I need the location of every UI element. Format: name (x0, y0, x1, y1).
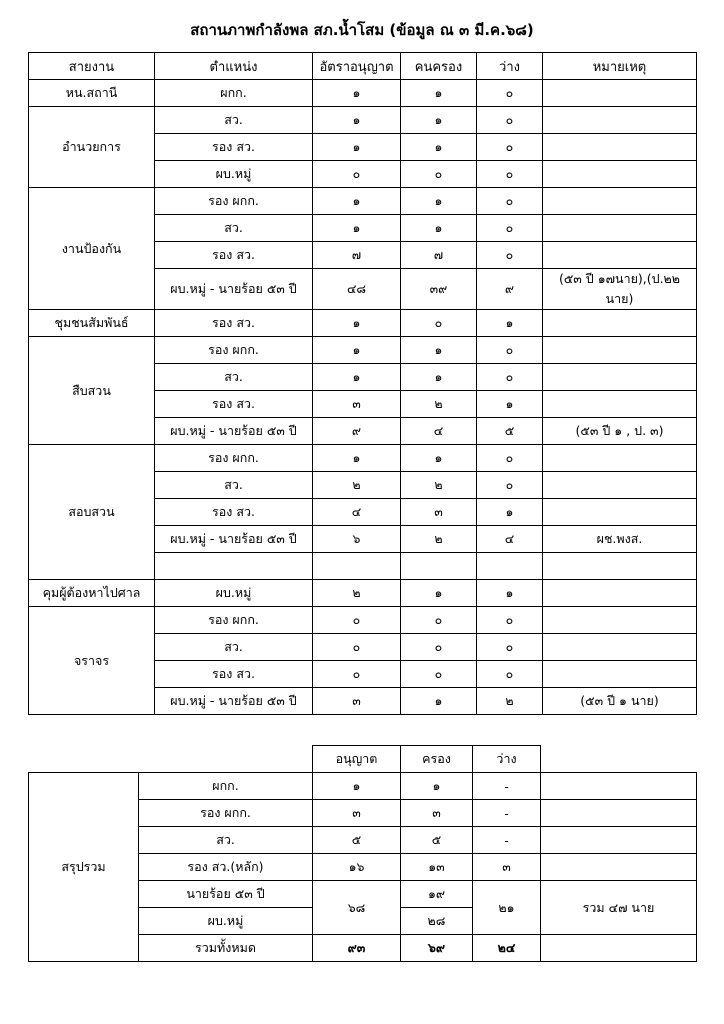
position-cell: สว. (155, 634, 313, 661)
header-authorized: อัตราอนุญาต (313, 53, 401, 80)
summary-vacant-cell: - (473, 800, 541, 827)
summary-unit-cell: สรุปรวม (29, 773, 139, 962)
vacant-cell: ๐ (477, 80, 543, 107)
authorized-cell: ๑ (313, 134, 401, 161)
unit-cell: หน.สถานี (29, 80, 155, 107)
unit-cell: จราจร (29, 607, 155, 715)
vacant-cell: ๕ (477, 418, 543, 445)
position-cell: รอง สว. (155, 310, 313, 337)
note-cell: (๕๓ ปี ๑ , ป. ๓) (543, 418, 697, 445)
note-cell (543, 445, 697, 472)
position-cell: ผบ.หมู่ - นายร้อย ๕๓ ปี (155, 418, 313, 445)
note-cell (543, 107, 697, 134)
position-cell: รอง สว. (155, 661, 313, 688)
authorized-cell: ๑ (313, 188, 401, 215)
note-cell (543, 188, 697, 215)
note-cell (543, 553, 697, 580)
summary-authorized-cell: ๓ (313, 800, 401, 827)
summary-row (29, 773, 697, 800)
table-row (29, 607, 697, 634)
vacant-cell: ๐ (477, 134, 543, 161)
authorized-cell: ๐ (313, 661, 401, 688)
summary-vacant-merged-cell: ๒๑ (473, 881, 541, 935)
summary-position-cell: รอง สว.(หลัก) (139, 854, 313, 881)
summary-vacant-cell: ๓ (473, 854, 541, 881)
summary-total-vacant: ๒๔ (473, 935, 541, 962)
unit-cell: ชุมชนสัมพันธ์ (29, 310, 155, 337)
vacant-cell: ๐ (477, 607, 543, 634)
filled-cell: ๐ (401, 161, 477, 188)
vacant-cell: ๐ (477, 242, 543, 269)
position-cell: ผบ.หมู่ - นายร้อย ๕๓ ปี (155, 526, 313, 553)
summary-vacant-cell: - (473, 827, 541, 854)
vacant-cell: ๑ (477, 580, 543, 607)
filled-cell: ๐ (401, 607, 477, 634)
filled-cell: ๑ (401, 364, 477, 391)
filled-cell: ๒ (401, 391, 477, 418)
filled-cell: ๑ (401, 80, 477, 107)
authorized-cell: ๑ (313, 107, 401, 134)
vacant-cell: ๐ (477, 661, 543, 688)
note-cell (543, 472, 697, 499)
filled-cell: ๑ (401, 445, 477, 472)
note-cell (543, 134, 697, 161)
unit-cell: สอบสวน (29, 445, 155, 580)
header-filled: คนครอง (401, 53, 477, 80)
table-row (29, 310, 697, 337)
table-row (29, 188, 697, 215)
authorized-cell: ๑ (313, 310, 401, 337)
summary-empty-cell-1 (29, 746, 139, 773)
summary-total-authorized: ๙๓ (313, 935, 401, 962)
filled-cell: ๑ (401, 134, 477, 161)
authorized-cell (313, 553, 401, 580)
position-cell: ผบ.หมู่ - นายร้อย ๕๓ ปี (155, 688, 313, 715)
vacant-cell: ๐ (477, 472, 543, 499)
table-row (29, 107, 697, 134)
authorized-cell: ๑ (313, 445, 401, 472)
summary-table (28, 745, 697, 962)
position-cell: รอง ผกก. (155, 188, 313, 215)
filled-cell: ๓ (401, 499, 477, 526)
summary-vacant-cell: - (473, 773, 541, 800)
header-position: ตำแหน่ง (155, 53, 313, 80)
vacant-cell: ๐ (477, 634, 543, 661)
summary-header-vacant: ว่าง (473, 746, 541, 773)
note-cell (543, 310, 697, 337)
summary-filled-cell: ๑๙ (401, 881, 473, 908)
summary-position-cell: สว. (139, 827, 313, 854)
header-unit: สายงาน (29, 53, 155, 80)
vacant-cell: ๐ (477, 215, 543, 242)
filled-cell: ๓๙ (401, 269, 477, 310)
note-cell (543, 499, 697, 526)
summary-total-filled: ๖๙ (401, 935, 473, 962)
filled-cell: ๐ (401, 310, 477, 337)
summary-filled-cell: ๓ (401, 800, 473, 827)
authorized-cell: ๔๘ (313, 269, 401, 310)
summary-authorized-cell: ๑๖ (313, 854, 401, 881)
position-cell: สว. (155, 472, 313, 499)
vacant-cell: ๙ (477, 269, 543, 310)
position-cell: ผกก. (155, 80, 313, 107)
vacant-cell: ๑ (477, 499, 543, 526)
authorized-cell: ๑ (313, 215, 401, 242)
position-cell: รอง สว. (155, 499, 313, 526)
filled-cell: ๗ (401, 242, 477, 269)
filled-cell: ๐ (401, 661, 477, 688)
filled-cell: ๑ (401, 107, 477, 134)
authorized-cell: ๔ (313, 499, 401, 526)
authorized-cell: ๖ (313, 526, 401, 553)
filled-cell: ๒ (401, 526, 477, 553)
summary-filled-cell: ๑ (401, 773, 473, 800)
position-cell: รอง ผกก. (155, 607, 313, 634)
vacant-cell: ๐ (477, 161, 543, 188)
authorized-cell: ๐ (313, 607, 401, 634)
note-cell (543, 607, 697, 634)
filled-cell: ๑ (401, 580, 477, 607)
position-cell: ผบ.หมู่ (155, 580, 313, 607)
manpower-table (28, 52, 697, 715)
position-cell: ผบ.หมู่ (155, 161, 313, 188)
vacant-cell: ๐ (477, 445, 543, 472)
summary-authorized-cell: ๕ (313, 827, 401, 854)
summary-filled-cell: ๕ (401, 827, 473, 854)
vacant-cell: ๔ (477, 526, 543, 553)
authorized-cell: ๒ (313, 472, 401, 499)
filled-cell: ๐ (401, 634, 477, 661)
vacant-cell: ๐ (477, 364, 543, 391)
summary-header-filled: ครอง (401, 746, 473, 773)
note-cell (543, 364, 697, 391)
table-row (29, 337, 697, 364)
authorized-cell: ๙ (313, 418, 401, 445)
position-cell: รอง ผกก. (155, 337, 313, 364)
position-cell: สว. (155, 215, 313, 242)
summary-empty-cell-3 (541, 746, 697, 773)
summary-position-cell: ผกก. (139, 773, 313, 800)
summary-empty-cell-2 (139, 746, 313, 773)
filled-cell: ๑ (401, 188, 477, 215)
position-cell: รอง สว. (155, 134, 313, 161)
position-cell: สว. (155, 364, 313, 391)
position-cell: รอง สว. (155, 391, 313, 418)
table-spacer (28, 715, 696, 745)
unit-cell: คุมผู้ต้องหาไปศาล (29, 580, 155, 607)
summary-total-label: รวมทั้งหมด (139, 935, 313, 962)
filled-cell: ๑ (401, 337, 477, 364)
note-cell (543, 161, 697, 188)
position-cell: สว. (155, 107, 313, 134)
authorized-cell: ๒ (313, 580, 401, 607)
summary-note-cell (541, 800, 697, 827)
position-cell: รอง ผกก. (155, 445, 313, 472)
filled-cell: ๑ (401, 215, 477, 242)
header-note: หมายเหตุ (543, 53, 697, 80)
vacant-cell: ๒ (477, 688, 543, 715)
note-cell (543, 661, 697, 688)
summary-header-row (29, 746, 697, 773)
authorized-cell: ๑ (313, 364, 401, 391)
vacant-cell: ๑ (477, 391, 543, 418)
vacant-cell: ๐ (477, 107, 543, 134)
note-cell (543, 215, 697, 242)
authorized-cell: ๑ (313, 337, 401, 364)
vacant-cell (477, 553, 543, 580)
summary-note-merged-cell: รวม ๔๗ นาย (541, 881, 697, 935)
summary-authorized-cell: ๑ (313, 773, 401, 800)
note-cell (543, 391, 697, 418)
unit-cell: อำนวยการ (29, 107, 155, 188)
summary-position-cell: นายร้อย ๕๓ ปี (139, 881, 313, 908)
authorized-cell: ๑ (313, 80, 401, 107)
summary-note-cell (541, 827, 697, 854)
authorized-cell: ๓ (313, 688, 401, 715)
vacant-cell: ๐ (477, 337, 543, 364)
unit-cell: สืบสวน (29, 337, 155, 445)
filled-cell (401, 553, 477, 580)
note-cell (543, 634, 697, 661)
summary-filled-cell: ๑๓ (401, 854, 473, 881)
authorized-cell: ๓ (313, 391, 401, 418)
note-cell (543, 337, 697, 364)
filled-cell: ๑ (401, 688, 477, 715)
summary-filled-cell: ๒๘ (401, 908, 473, 935)
position-cell (155, 553, 313, 580)
summary-header-authorized: อนุญาต (313, 746, 401, 773)
note-cell (543, 580, 697, 607)
table-header-row (29, 53, 697, 80)
authorized-cell: ๐ (313, 634, 401, 661)
vacant-cell: ๐ (477, 188, 543, 215)
unit-cell: งานป้องกัน (29, 188, 155, 310)
table-row (29, 580, 697, 607)
summary-note-cell (541, 773, 697, 800)
page-title: สถานภาพกำลังพล สภ.น้ำโสม (ข้อมูล ณ ๓ มี.ค.๖๘) (190, 21, 534, 39)
summary-authorized-merged-cell: ๖๘ (313, 881, 401, 935)
filled-cell: ๔ (401, 418, 477, 445)
table-row (29, 445, 697, 472)
note-cell (543, 80, 697, 107)
note-cell (543, 242, 697, 269)
authorized-cell: ๐ (313, 161, 401, 188)
summary-note-cell (541, 854, 697, 881)
header-vacant: ว่าง (477, 53, 543, 80)
note-cell: (๕๓ ปี ๑ นาย) (543, 688, 697, 715)
note-cell: (๕๓ ปี ๑๗นาย),(ป.๒๒ นาย) (543, 269, 697, 310)
summary-total-note (541, 935, 697, 962)
position-cell: รอง สว. (155, 242, 313, 269)
filled-cell: ๒ (401, 472, 477, 499)
table-row (29, 80, 697, 107)
position-cell: ผบ.หมู่ - นายร้อย ๕๓ ปี (155, 269, 313, 310)
note-cell: ผช.พงส. (543, 526, 697, 553)
authorized-cell: ๗ (313, 242, 401, 269)
vacant-cell: ๑ (477, 310, 543, 337)
summary-position-cell: ผบ.หมู่ (139, 908, 313, 935)
summary-position-cell: รอง ผกก. (139, 800, 313, 827)
